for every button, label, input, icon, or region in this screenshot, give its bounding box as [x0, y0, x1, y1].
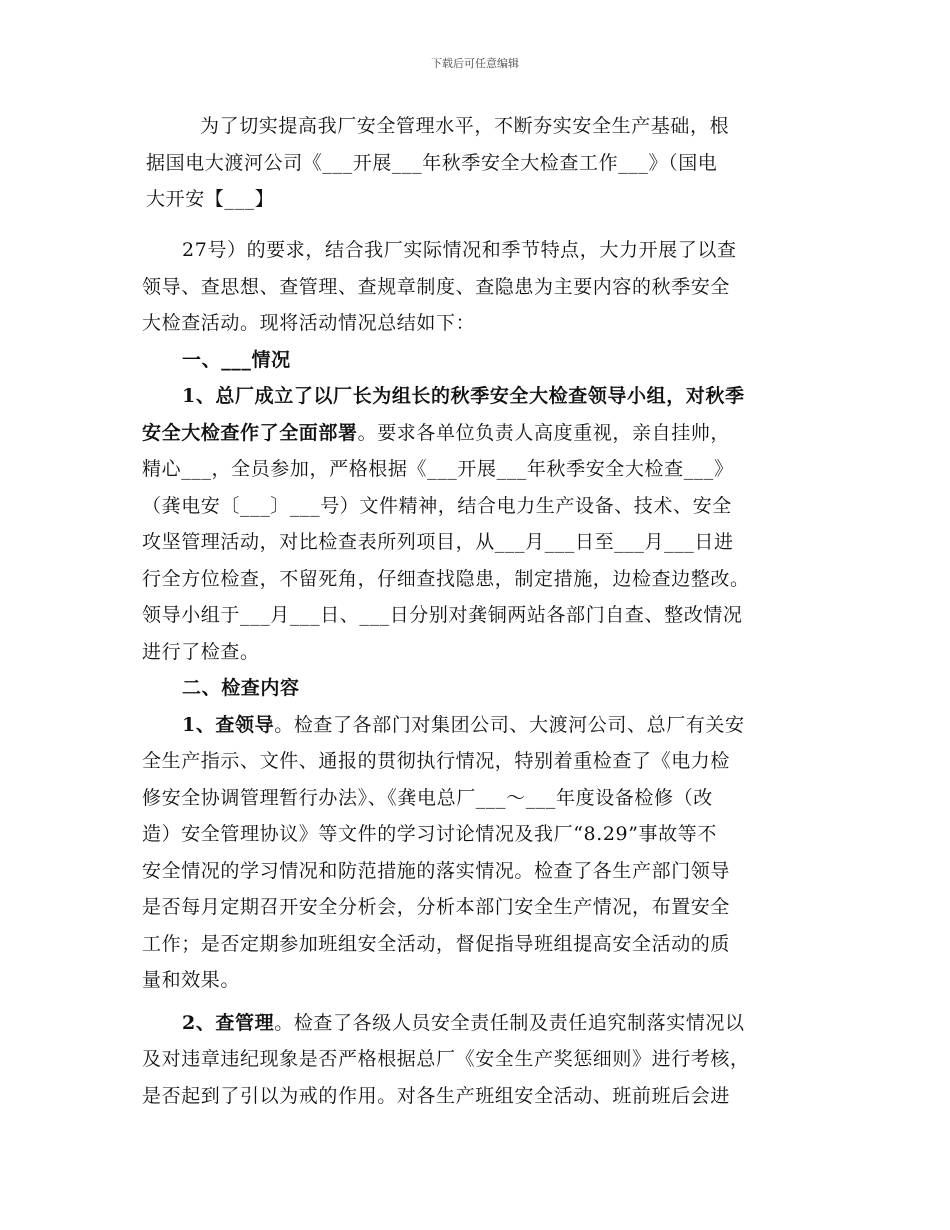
page-header: 下载后可任意编辑 [431, 57, 519, 70]
text-line [142, 1005, 812, 1042]
text-line: 行全方位检查，不留死角，仔细查找隐患，制定措施，边检查边整改。 [142, 567, 750, 590]
text-line: 工作；是否定期参加班组安全活动，督促指导班组提高安全活动的质 [142, 932, 731, 955]
section-heading-2: 二、检查内容 [182, 677, 300, 699]
text-line [142, 707, 812, 744]
text-line: 造）安全管理协议》等文件的学习讨论情况及我厂“8.29”事故等不 [142, 823, 717, 845]
text-run: 。检查了各部门对集团公司、大渡河公司、总厂有关安 [274, 713, 745, 736]
text-run: 。要求各单位负责人高度重视，亲自挂帅， [357, 421, 731, 444]
text-line: 是否起到了引以为戒的作用。对各生产班组安全活动、班前班后会进 [142, 1084, 731, 1107]
text-line: 27号）的要求，结合我厂实际情况和季节特点，大力开展了以查 [182, 239, 737, 261]
text-line: 及对违章违纪现象是否严格根据总厂《安全生产奖惩细则》进行考核， [142, 1048, 750, 1070]
text-line: 为了切实提高我厂安全管理水平，不断夯实安全生产基础，根 [200, 115, 730, 137]
text-line: 领导小组于___月___日、___日分别对龚铜两站各部门自查、整改情况 [142, 604, 743, 626]
text-line: 全生产指示、文件、通报的贯彻执行情况，特别着重检查了《电力检 [142, 750, 731, 772]
bold-phrase: 2、查管理 [182, 1011, 275, 1034]
text-line: 1、总厂成立了以厂长为组长的秋季安全大检查领导小组，对秋季 [182, 385, 745, 407]
text-line: 大检查活动。现将活动情况总结如下： [142, 312, 476, 334]
intro-paragraph [142, 108, 812, 218]
text-line: 据国电大渡河公司《___开展___年秋季安全大检查工作___》（国电 [146, 151, 718, 174]
text-line: 领导、查思想、查管理、查规章制度、查隐患为主要内容的秋季安全 [142, 275, 731, 298]
text-line: 进行了检查。 [142, 640, 260, 663]
text-line [142, 415, 812, 452]
text-line: 量和效果。 [142, 969, 241, 991]
section-heading-1: 一、___情况 [182, 348, 291, 371]
text-run: 。检查了各级人员安全责任制及责任追究制落实情况以 [274, 1011, 745, 1034]
text-line: 修安全协调管理暂行办法》、《龚电总厂___～___年度设备检修（改 [142, 786, 713, 809]
text-line: （龚电安〔___〕___号）文件精神，结合电力生产设备、技术、安全 [142, 494, 732, 517]
text-line: 大开安【___】 [146, 188, 275, 210]
text-line: 是否每月定期召开安全分析会，分析本部门安全生产情况，布置安全 [142, 896, 731, 918]
text-line: 安全情况的学习情况和防范措施的落实情况。检查了各生产部门领导 [142, 859, 731, 882]
bold-phrase: 1、查领导 [182, 713, 275, 736]
paragraph-1 [142, 232, 812, 1114]
bold-phrase: 安全大检查作了全面部署 [142, 421, 358, 444]
text-line: 攻坚管理活动，对比检查表所列项目，从___月___日至___月___日进 [142, 531, 734, 553]
text-line: 精心___，全员参加，严格根据《___开展___年秋季安全大检查___》 [142, 458, 734, 480]
